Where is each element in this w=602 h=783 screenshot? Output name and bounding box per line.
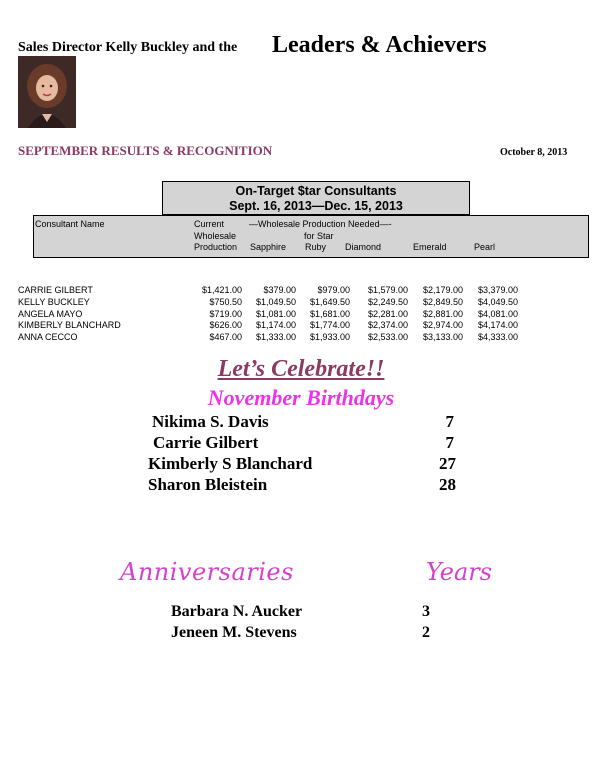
anniversary-name: Barbara N. Aucker <box>171 603 303 620</box>
pearl-value: $4,174.00 <box>477 320 518 330</box>
current-value: $467.00 <box>209 332 242 342</box>
birthday-day: 27 <box>439 454 456 473</box>
sapphire-value: $1,049.50 <box>255 297 296 307</box>
birthday-name: Carrie Gilbert <box>153 433 259 452</box>
col-current-1: Current <box>194 219 225 229</box>
anniversary-name: Jeneen M. Stevens <box>171 624 297 641</box>
section-heading: SEPTEMBER RESULTS & RECOGNITION <box>18 143 273 158</box>
table-row <box>18 331 518 343</box>
table-row <box>18 284 518 296</box>
col-needed: —Wholesale Production Needed—- <box>249 219 392 229</box>
consultant-name: KIMBERLY BLANCHARD <box>18 320 121 330</box>
celebrate-heading: Let’s Celebrate!! <box>217 356 385 382</box>
emerald-value: $2,179.00 <box>422 285 463 295</box>
sapphire-value: $1,081.00 <box>255 309 296 319</box>
table-title-box <box>162 181 470 215</box>
birthday-day: 7 <box>445 433 454 452</box>
table-row <box>18 319 518 331</box>
consultant-name: ANGELA MAYO <box>18 309 83 319</box>
diamond-value: $2,533.00 <box>367 332 408 342</box>
table-row <box>18 296 518 308</box>
col-emerald: Emerald <box>413 242 447 252</box>
col-current-2: Wholesale <box>194 231 237 241</box>
anniversary-years: 3 <box>422 603 430 620</box>
ruby-value: $1,681.00 <box>309 309 350 319</box>
consultant-name: KELLY BUCKLEY <box>18 297 90 307</box>
sapphire-value: $379.00 <box>263 285 296 295</box>
col-pearl: Pearl <box>474 242 496 252</box>
portrait-image <box>18 56 76 128</box>
pearl-value: $3,379.00 <box>477 285 518 295</box>
anniversaries-heading: Anniversaries <box>120 558 294 586</box>
birthday-name: Kimberly S Blanchard <box>148 454 313 473</box>
emerald-value: $2,849.50 <box>422 297 463 307</box>
ruby-value: $1,774.00 <box>309 320 350 330</box>
birthday-day: 28 <box>439 475 456 494</box>
birthday-name: Sharon Bleistein <box>148 475 268 494</box>
col-ruby: Ruby <box>305 242 327 252</box>
header-intro: Sales Director Kelly Buckley and the <box>18 40 238 55</box>
table-column-header <box>33 215 589 258</box>
current-value: $1,421.00 <box>201 285 242 295</box>
anniversary-years: 2 <box>422 624 430 641</box>
current-value: $719.00 <box>209 309 242 319</box>
diamond-value: $2,281.00 <box>367 309 408 319</box>
table-period: Sept. 16, 2013—Dec. 15, 2013 <box>229 199 403 213</box>
current-value: $626.00 <box>209 320 242 330</box>
sapphire-value: $1,333.00 <box>255 332 296 342</box>
emerald-value: $3,133.00 <box>422 332 463 342</box>
header-title: Leaders & Achievers <box>272 32 487 58</box>
report-date: October 8, 2013 <box>500 147 568 158</box>
pearl-value: $4,049.50 <box>477 297 518 307</box>
emerald-value: $2,974.00 <box>422 320 463 330</box>
ruby-value: $1,933.00 <box>309 332 350 342</box>
col-diamond: Diamond <box>345 242 382 252</box>
col-sapphire: Sapphire <box>250 242 287 252</box>
emerald-value: $2,881.00 <box>422 309 463 319</box>
col-for-star: for Star <box>304 231 334 241</box>
birthday-name: Nikima S. Davis <box>152 412 269 431</box>
birthdays-heading: November Birthdays <box>207 385 395 410</box>
diamond-value: $1,579.00 <box>367 285 408 295</box>
consultant-name: ANNA CECCO <box>18 332 78 342</box>
ruby-value: $1,649.50 <box>309 297 350 307</box>
pearl-value: $4,333.00 <box>477 332 518 342</box>
ruby-value: $979.00 <box>317 285 350 295</box>
sapphire-value: $1,174.00 <box>255 320 296 330</box>
consultant-name: CARRIE GILBERT <box>18 285 93 295</box>
years-heading: Years <box>426 558 493 586</box>
col-current-3: Production <box>194 242 238 252</box>
pearl-value: $4,081.00 <box>477 309 518 319</box>
diamond-value: $2,374.00 <box>367 320 408 330</box>
table-title: On-Target $tar Consultants <box>235 184 397 198</box>
current-value: $750.50 <box>209 297 242 307</box>
col-consultant-name: Consultant Name <box>35 219 105 229</box>
birthday-day: 7 <box>445 412 454 431</box>
director-photo <box>18 56 76 128</box>
diamond-value: $2,249.50 <box>367 297 408 307</box>
